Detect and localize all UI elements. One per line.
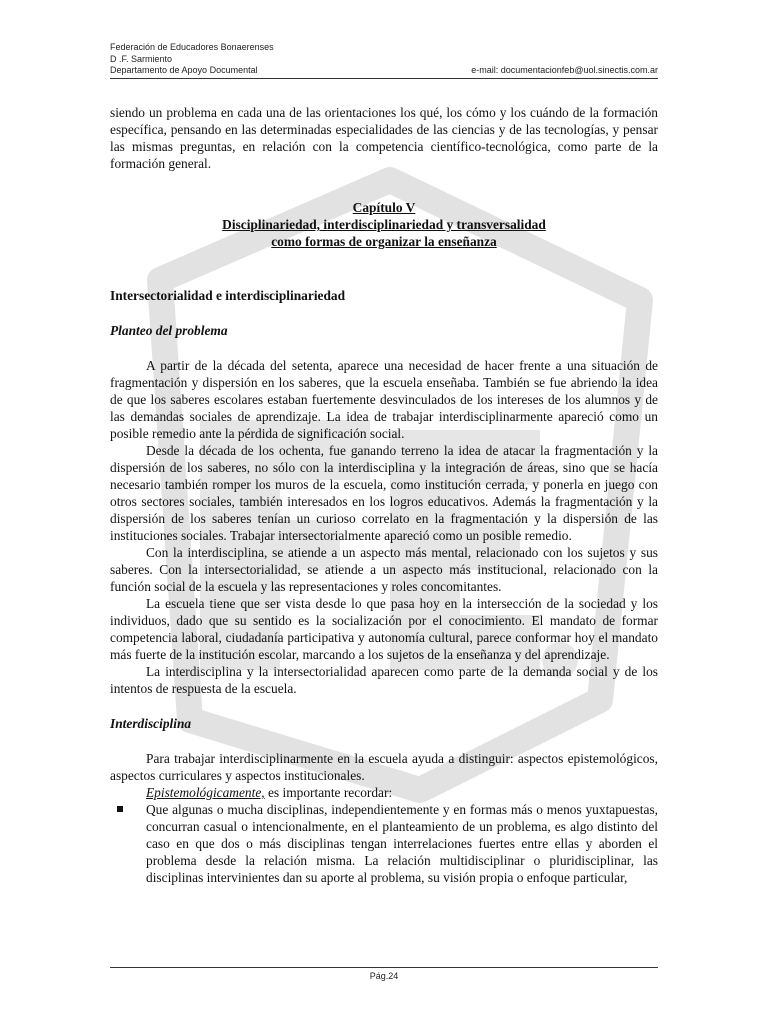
chapter-heading [110,199,658,250]
header-email[interactable]: e-mail: documentacionfeb@uol.sinectis.com.ar [471,65,658,75]
header-branch: D .F. Sarmiento [110,53,173,64]
page-number: Pág.24 [369,971,399,981]
header-department: Departamento de Apoyo Documental [110,65,258,75]
header-divider [110,78,658,79]
paragraph: La escuela tiene que ser vista desde lo que pasa hoy en la intersección de la sociedad y los individuos, dado que su sentido es la socialización por el conocimiento. El mandato de formar competencia laboral, ciudadanía participativa y autonomía cultural, parece conformar hoy el mandato más fuerte de la institución escolar, marcando a los sujetos de la enseñanza y del aprendizaje. [110,596,658,662]
chapter-title-line2: como formas de organizar la enseñanza [271,234,497,249]
section-heading-interdisciplina: Interdisciplina [110,716,192,731]
lead-sentence [110,784,658,801]
paragraph: La interdisciplina y la intersectorialidad aparecen como parte de la demanda social y de los intentos de respuesta de la escuela. [110,664,658,696]
paragraph: Desde la década de los ochenta, fue ganando terreno la idea de atacar la fragmentación y la dispersión de los saberes, no sólo con la interdisciplina y la integración de áreas, sino que se hacía necesario también romper los muros de la escuela, como institución cerrada, y ponerla en juego con otros sectores sociales, también interesados en los logros educativos. Además la fragmentación y la dispersión de los saberes tenían un curioso correlato en la fragmentación y la dispersión de las instituciones sociales. Trabajar intersectorialmente apareció como un posible remedio. [110,443,658,543]
paragraph: Con la interdisciplina, se atiende a un aspecto más mental, relacionado con los sujetos y sus saberes. Con la intersectorialidad, se atiende a un aspecto más institucional, relacionado con la función social de la escuela y las representaciones y roles concomitantes. [110,545,658,594]
lead-rest: es importante recordar: [264,785,393,800]
page-header [110,42,658,77]
document-body [110,104,658,886]
section-heading: Intersectorialidad e interdisciplinariedad [110,288,346,303]
paragraph: A partir de la década del setenta, aparece una necesidad de hacer frente a una situación de fragmentación y dispersión en los saberes, que la escuela enseñaba. También se fue abriendo la idea de que los saberes escolares estaban fuertemente desvinculados de los intereses de los alumnos y de las demandas sociales de aprendizaje. La idea de trabajar interdisciplinarmente apareció como un posible remedio ante la pérdida de significación social. [110,358,658,441]
subsection-heading: Planteo del problema [110,323,228,338]
chapter-title-line1: Disciplinariedad, interdisciplinariedad y transversalidad [222,217,546,232]
header-org: Federación de Educadores Bonaerenses [110,42,274,52]
footer-divider [110,967,658,968]
paragraph: Para trabajar interdisciplinarmente en la escuela ayuda a distinguir: aspectos epistemológicos, aspectos curriculares y aspectos institucionales. [110,751,658,783]
list-item-text: Que algunas o mucha disciplinas, independientemente y en formas más o menos yuxtapuestas, concurran casual o intencionalmente, en el planteamiento de un problema, es algo distinto del caso en que dos o más disciplinas tengan interrelaciones fuertes entre ellas y aborden el problema desde la relación misma. La relación multidisciplinar o pluridisciplinar, las disciplinas intervinientes dan su aporte al problema, su visión propia o enfoque particular, [146,802,658,885]
list-item [110,801,658,886]
intro-paragraph: siendo un problema en cada una de las orientaciones los qué, los cómo y los cuándo de la formación específica, pensando en las determinadas especialidades de las ciencias y de las tecnologías, y pensar las mismas preguntas, en relación con la competencia científico-tecnológica, como parte de la formación general. [110,105,658,171]
lead-term: Epistemológicamente, [146,785,265,800]
square-bullet-icon [117,806,123,812]
bullet-list [110,801,658,886]
chapter-number: Capítulo V [352,200,416,215]
